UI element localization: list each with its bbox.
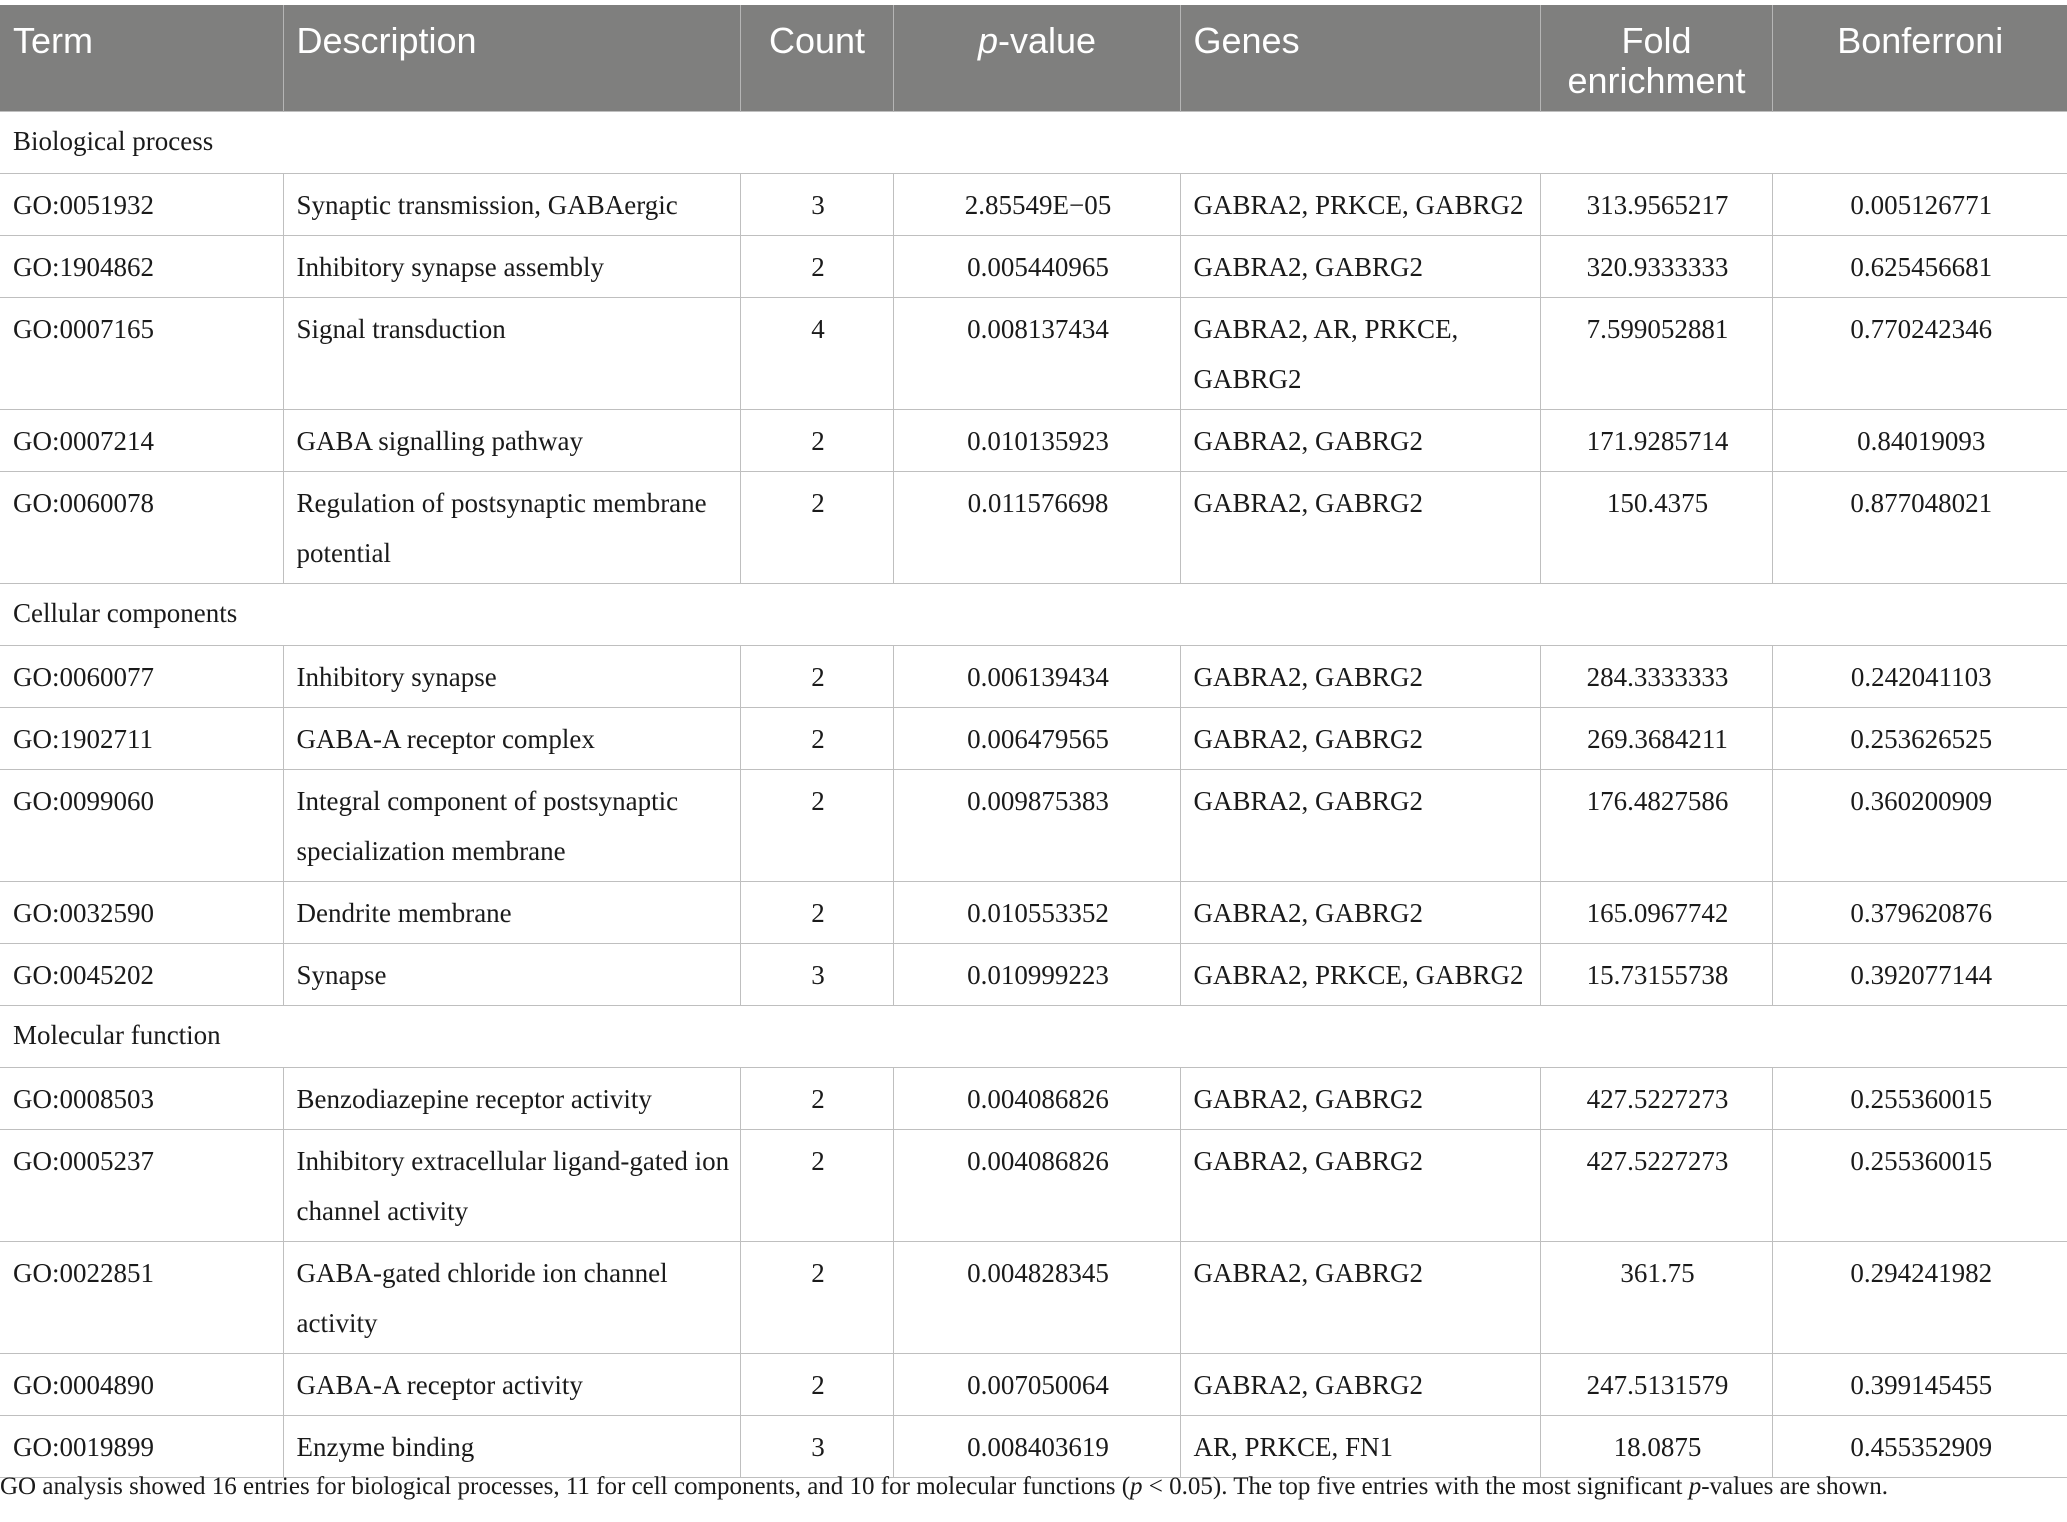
table-row — [0, 646, 2067, 708]
cell-description: Enzyme binding — [283, 1416, 740, 1478]
cell-genes: GABRA2, PRKCE, GABRG2 — [1180, 944, 1540, 1006]
table-row — [0, 1416, 2067, 1478]
cell-genes: GABRA2, AR, PRKCE, GABRG2 — [1180, 298, 1540, 410]
table-row — [0, 770, 2067, 882]
cell-term: GO:0004890 — [0, 1354, 283, 1416]
cell-bonferroni: 0.360200909 — [1772, 770, 2067, 882]
cell-description: Synaptic transmission, GABAergic — [283, 174, 740, 236]
header-count: Count — [740, 5, 893, 112]
section-title: Biological process — [0, 112, 2067, 174]
cell-term: GO:0008503 — [0, 1068, 283, 1130]
cell-count: 2 — [740, 1242, 893, 1354]
cell-fold-enrichment: 427.5227273 — [1540, 1130, 1772, 1242]
cell-genes: GABRA2, GABRG2 — [1180, 472, 1540, 584]
header-p-value — [893, 5, 1180, 112]
cell-fold-enrichment: 269.3684211 — [1540, 708, 1772, 770]
cell-count: 2 — [740, 708, 893, 770]
cell-fold-enrichment: 361.75 — [1540, 1242, 1772, 1354]
section-row — [0, 112, 2067, 174]
cell-bonferroni: 0.255360015 — [1772, 1068, 2067, 1130]
cell-term: GO:0051932 — [0, 174, 283, 236]
footnote-part2: < 0.05). The top five entries with the most significant — [1142, 1473, 1689, 1500]
table-row — [0, 298, 2067, 410]
section-title: Cellular components — [0, 584, 2067, 646]
cell-bonferroni: 0.399145455 — [1772, 1354, 2067, 1416]
cell-term: GO:0007165 — [0, 298, 283, 410]
cell-fold-enrichment: 176.4827586 — [1540, 770, 1772, 882]
cell-bonferroni: 0.392077144 — [1772, 944, 2067, 1006]
cell-term: GO:0060078 — [0, 472, 283, 584]
cell-description: GABA signalling pathway — [283, 410, 740, 472]
cell-fold-enrichment: 15.73155738 — [1540, 944, 1772, 1006]
cell-term: GO:0060077 — [0, 646, 283, 708]
cell-fold-enrichment: 171.9285714 — [1540, 410, 1772, 472]
cell-p-value: 0.004086826 — [893, 1130, 1180, 1242]
cell-bonferroni: 0.455352909 — [1772, 1416, 2067, 1478]
cell-bonferroni: 0.877048021 — [1772, 472, 2067, 584]
cell-description: Inhibitory synapse — [283, 646, 740, 708]
cell-bonferroni: 0.253626525 — [1772, 708, 2067, 770]
header-term: Term — [0, 5, 283, 112]
table-row — [0, 882, 2067, 944]
table-header — [0, 5, 2067, 112]
cell-count: 2 — [740, 410, 893, 472]
cell-description: Synapse — [283, 944, 740, 1006]
cell-bonferroni: 0.294241982 — [1772, 1242, 2067, 1354]
cell-bonferroni: 0.84019093 — [1772, 410, 2067, 472]
table-row — [0, 410, 2067, 472]
table-body — [0, 112, 2067, 1478]
cell-bonferroni: 0.242041103 — [1772, 646, 2067, 708]
cell-count: 2 — [740, 882, 893, 944]
cell-count: 2 — [740, 472, 893, 584]
header-p-rest: -value — [997, 20, 1097, 61]
cell-p-value: 0.010999223 — [893, 944, 1180, 1006]
cell-fold-enrichment: 320.9333333 — [1540, 236, 1772, 298]
table-row — [0, 708, 2067, 770]
cell-p-value: 0.005440965 — [893, 236, 1180, 298]
cell-bonferroni: 0.255360015 — [1772, 1130, 2067, 1242]
footnote-part3: -values are shown. — [1701, 1473, 1888, 1500]
table-row — [0, 174, 2067, 236]
cell-description: GABA-A receptor complex — [283, 708, 740, 770]
cell-description: GABA-gated chloride ion channel activity — [283, 1242, 740, 1354]
table-row — [0, 1242, 2067, 1354]
cell-count: 2 — [740, 1354, 893, 1416]
cell-term: GO:1902711 — [0, 708, 283, 770]
cell-p-value: 0.006479565 — [893, 708, 1180, 770]
cell-fold-enrichment: 150.4375 — [1540, 472, 1772, 584]
cell-p-value: 0.004086826 — [893, 1068, 1180, 1130]
cell-count: 2 — [740, 770, 893, 882]
cell-fold-enrichment: 427.5227273 — [1540, 1068, 1772, 1130]
table-row — [0, 944, 2067, 1006]
cell-genes: GABRA2, GABRG2 — [1180, 708, 1540, 770]
table-row — [0, 1068, 2067, 1130]
header-p-italic: p — [977, 20, 998, 61]
cell-p-value: 0.006139434 — [893, 646, 1180, 708]
cell-genes: GABRA2, GABRG2 — [1180, 1068, 1540, 1130]
cell-genes: AR, PRKCE, FN1 — [1180, 1416, 1540, 1478]
cell-count: 3 — [740, 174, 893, 236]
table-row — [0, 472, 2067, 584]
table-row — [0, 1130, 2067, 1242]
cell-p-value: 0.008137434 — [893, 298, 1180, 410]
cell-p-value: 0.007050064 — [893, 1354, 1180, 1416]
cell-term: GO:0007214 — [0, 410, 283, 472]
cell-count: 2 — [740, 1068, 893, 1130]
cell-description: Signal transduction — [283, 298, 740, 410]
header-fold-line2: enrichment — [1567, 60, 1746, 101]
cell-genes: GABRA2, GABRG2 — [1180, 236, 1540, 298]
cell-count: 4 — [740, 298, 893, 410]
go-enrichment-table — [0, 5, 2067, 1478]
cell-genes: GABRA2, GABRG2 — [1180, 646, 1540, 708]
cell-genes: GABRA2, GABRG2 — [1180, 410, 1540, 472]
header-fold-enrichment — [1540, 5, 1772, 112]
cell-description: Inhibitory extracellular ligand-gated ion channel activity — [283, 1130, 740, 1242]
cell-genes: GABRA2, GABRG2 — [1180, 1130, 1540, 1242]
cell-p-value: 0.004828345 — [893, 1242, 1180, 1354]
cell-fold-enrichment: 247.5131579 — [1540, 1354, 1772, 1416]
cell-p-value: 0.009875383 — [893, 770, 1180, 882]
cell-term: GO:0099060 — [0, 770, 283, 882]
cell-description: Benzodiazepine receptor activity — [283, 1068, 740, 1130]
cell-count: 3 — [740, 944, 893, 1006]
cell-p-value: 0.010135923 — [893, 410, 1180, 472]
cell-p-value: 0.011576698 — [893, 472, 1180, 584]
cell-count: 3 — [740, 1416, 893, 1478]
cell-count: 2 — [740, 236, 893, 298]
table-footnote — [0, 1470, 2067, 1504]
cell-genes: GABRA2, GABRG2 — [1180, 1354, 1540, 1416]
cell-term: GO:0019899 — [0, 1416, 283, 1478]
header-genes: Genes — [1180, 5, 1540, 112]
cell-term: GO:0032590 — [0, 882, 283, 944]
cell-p-value: 2.85549E−05 — [893, 174, 1180, 236]
cell-p-value: 0.008403619 — [893, 1416, 1180, 1478]
cell-genes: GABRA2, GABRG2 — [1180, 1242, 1540, 1354]
cell-term: GO:0005237 — [0, 1130, 283, 1242]
cell-description: GABA-A receptor activity — [283, 1354, 740, 1416]
cell-fold-enrichment: 165.0967742 — [1540, 882, 1772, 944]
cell-bonferroni: 0.770242346 — [1772, 298, 2067, 410]
table-row — [0, 1354, 2067, 1416]
header-description: Description — [283, 5, 740, 112]
cell-term: GO:0045202 — [0, 944, 283, 1006]
cell-genes: GABRA2, GABRG2 — [1180, 770, 1540, 882]
cell-bonferroni: 0.625456681 — [1772, 236, 2067, 298]
cell-description: Integral component of postsynaptic specialization membrane — [283, 770, 740, 882]
footnote-p-symbol: p — [1130, 1473, 1143, 1500]
cell-genes: GABRA2, GABRG2 — [1180, 882, 1540, 944]
cell-bonferroni: 0.379620876 — [1772, 882, 2067, 944]
footnote-p-symbol-2: p — [1688, 1473, 1702, 1500]
table-row — [0, 236, 2067, 298]
cell-term: GO:1904862 — [0, 236, 283, 298]
header-fold-line1: Fold — [1621, 20, 1692, 61]
cell-fold-enrichment: 18.0875 — [1540, 1416, 1772, 1478]
cell-fold-enrichment: 7.599052881 — [1540, 298, 1772, 410]
footnote-part1: GO analysis showed 16 entries for biological processes, 11 for cell components, and 10 for molecular functions ( — [0, 1473, 1131, 1500]
section-title: Molecular function — [0, 1006, 2067, 1068]
cell-bonferroni: 0.005126771 — [1772, 174, 2067, 236]
cell-term: GO:0022851 — [0, 1242, 283, 1354]
cell-p-value: 0.010553352 — [893, 882, 1180, 944]
cell-fold-enrichment: 284.3333333 — [1540, 646, 1772, 708]
cell-fold-enrichment: 313.9565217 — [1540, 174, 1772, 236]
header-bonferroni: Bonferroni — [1772, 5, 2067, 112]
cell-description: Regulation of postsynaptic membrane potential — [283, 472, 740, 584]
section-row — [0, 1006, 2067, 1068]
section-row — [0, 584, 2067, 646]
cell-description: Inhibitory synapse assembly — [283, 236, 740, 298]
cell-description: Dendrite membrane — [283, 882, 740, 944]
cell-count: 2 — [740, 646, 893, 708]
cell-genes: GABRA2, PRKCE, GABRG2 — [1180, 174, 1540, 236]
cell-count: 2 — [740, 1130, 893, 1242]
